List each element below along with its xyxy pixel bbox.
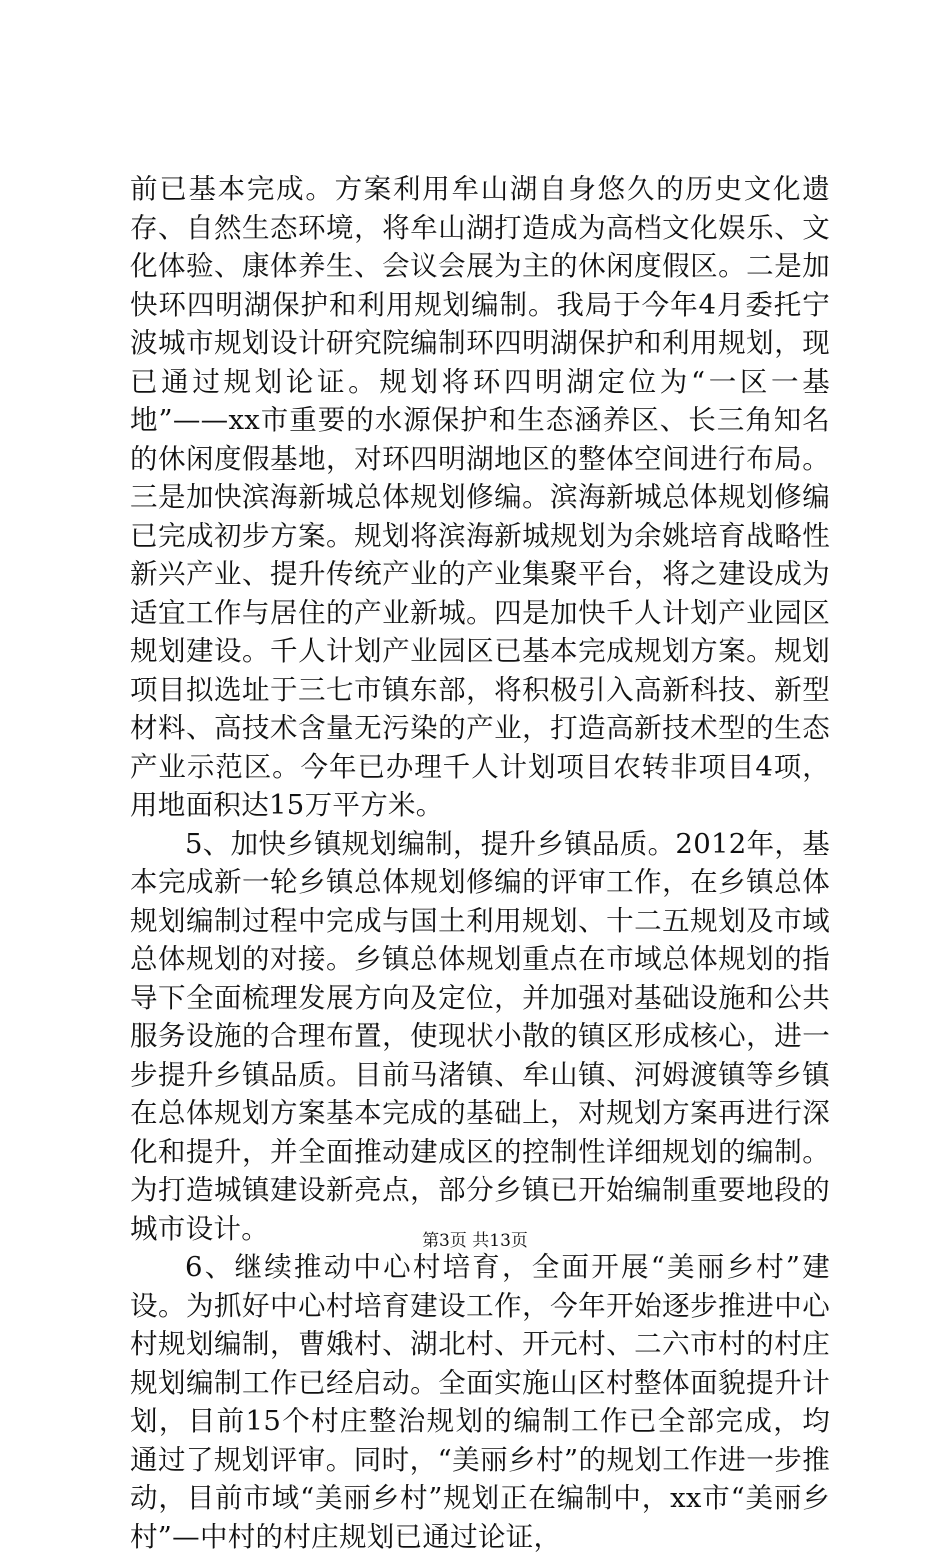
page-footer: 第3页 共13页 <box>422 1231 528 1251</box>
document-body <box>130 170 830 1556</box>
paragraph: 6、继续推动中心村培育，全面开展“美丽乡村”建设。为抓好中心村培育建设工作，今年开始逐步推进中心村规划编制，曹娥村、湖北村、开元村、二六市村的村庄规划编制工作已经启动。全面实施山区村整体面貌提升计划，目前15个村庄整治规划的编制工作已全部完成，均通过了规划评审。同时，“美丽乡村”的规划工作进一步推动，目前市域“美丽乡村”规划正在编制中，xx市“美丽乡村”—中村的村庄规划已通过论证， <box>130 1251 830 1553</box>
paragraph: 5、加快乡镇规划编制，提升乡镇品质。2012年，基本完成新一轮乡镇总体规划修编的评审工作，在乡镇总体规划编制过程中完成与国土利用规划、十二五规划及市域总体规划的对接。乡镇总体规划重点在市域总体规划的指导下全面梳理发展方向及定位，并加强对基础设施和公共服务设施的合理布置，使现状小散的镇区形成核心，进一步提升乡镇品质。目前马渚镇、牟山镇、河姆渡镇等乡镇在总体规划方案基本完成的基础上，对规划方案再进行深化和提升，并全面推动建成区的控制性详细规划的编制。为打造城镇建设新亮点，部分乡镇已开始编制重要地段的城市设计。 <box>130 827 830 1245</box>
paragraph: 前已基本完成。方案利用牟山湖自身悠久的历史文化遗存、自然生态环境，将牟山湖打造成为高档文化娱乐、文化体验、康体养生、会议会展为主的休闲度假区。二是加快环四明湖保护和利用规划编制。我局于今年4月委托宁波城市规划设计研究院编制环四明湖保护和利用规划，现已通过规划论证。规划将环四明湖定位为“一区一基地”——xx市重要的水源保护和生态涵养区、长三角知名的休闲度假基地，对环四明湖地区的整体空间进行布局。三是加快滨海新城总体规划修编。滨海新城总体规划修编已完成初步方案。规划将滨海新城规划为余姚培育战略性新兴产业、提升传统产业的产业集聚平台，将之建设成为适宜工作与居住的产业新城。四是加快千人计划产业园区规划建设。千人计划产业园区已基本完成规划方案。规划项目拟选址于三七市镇东部，将积极引入高新科技、新型材料、高技术含量无污染的产业，打造高新技术型的生态产业示范区。今年已办理千人计划项目农转非项目4项，用地面积达15万平方米。 <box>130 173 830 821</box>
